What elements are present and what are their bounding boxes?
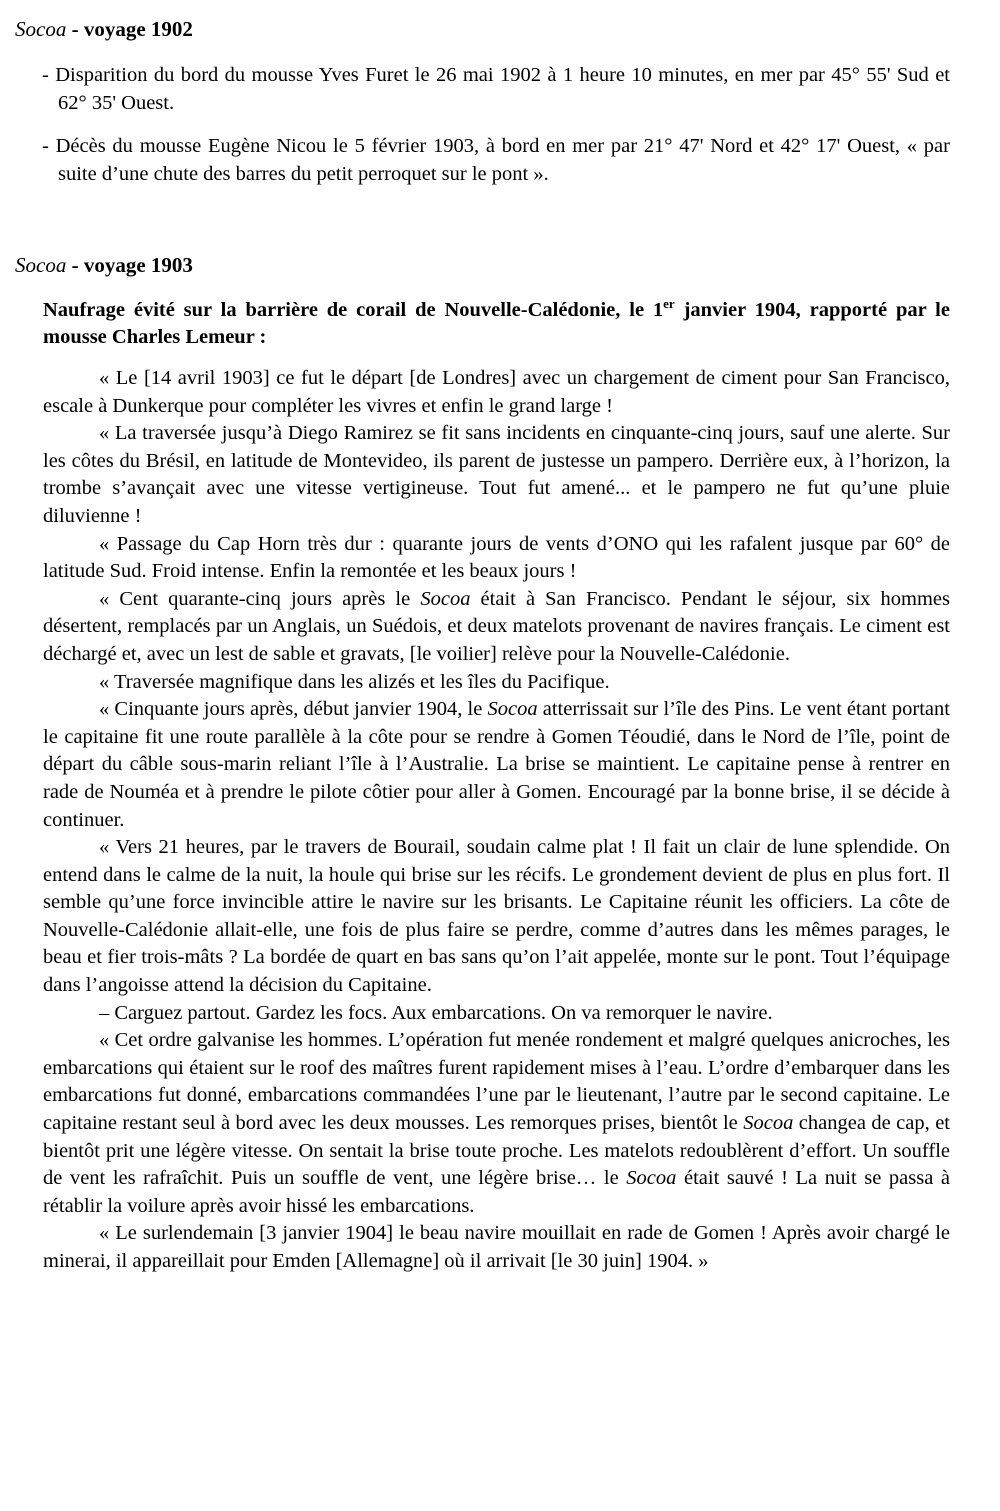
heading-text: - voyage 1902 [66, 17, 193, 41]
incident-list-1902 [42, 62, 950, 204]
heading-text: - voyage 1903 [66, 253, 193, 277]
story-paragraph: « Cinquante jours après, début janvier 1904, le Socoa atterrissait sur l’île des Pins. Le vent étant portant le capitaine fit une route parallèle à la côte pour se rendre à Gomen Téoudié, dans le Nord de l’île, point de départ du câble sous-marin reliant l’île à l’Australie. La brise se maintient. Le capitaine pense à rentrer en rade de Nouméa et à prendre le pilote côtier pour aller à Gomen. Encouragé par la bonne brise, il se décide à continuer. [43, 698, 950, 831]
ship-name: Socoa [15, 253, 67, 277]
story-body [43, 365, 950, 1276]
story-paragraph: « Cent quarante-cinq jours après le Socoa était à San Francisco. Pendant le séjour, six hommes désertent, remplacés par un Anglais, un Suédois, et deux matelots provenant de navires français. Le ciment est déchargé et, avec un lest de sable et gravats, [le voilier] relève pour la Nouvelle-Calédonie. [43, 587, 950, 665]
story-paragraph: « Le surlendemain [3 janvier 1904] le beau navire mouillait en rade de Gomen ! Après avoir chargé le minerai, il appareillait pour Emden [Allemagne] où il arrivait [le 30 juin] 1904. » [43, 1222, 950, 1272]
story-paragraph: « Cet ordre galvanise les hommes. L’opération fut menée rondement et malgré quelques anicroches, les embarcations qui étaient sur le roof des maîtres furent rapidement mises à l’eau. L’ordre d’embarquer dans les embarcations fut donné, embarcations commandées l’une par le lieutenant, l’autre par le second capitaine. Le capitaine restant seul à bord avec les deux mousses. Les remorques prises, bientôt le Socoa changea de cap, et bientôt prit une légère vitesse. On sentait la brise toute proche. Les matelots redoublèrent d’effort. Un souffle de vent les rafraîchit. Puis un souffle de vent, une légère brise… le Socoa était sauvé ! La nuit se passa à rétablir la voilure après avoir hissé les embarcations. [43, 1029, 950, 1217]
story-paragraph: « Passage du Cap Horn très dur : quarante jours de vents d’ONO qui les rafalent jusque par 60° de latitude Sud. Froid intense. Enfin la remontée et les beaux jours ! [43, 532, 950, 583]
story-paragraph: « La traversée jusqu’à Diego Ramirez se fit sans incidents en cinquante-cinq jours, sauf une alerte. Sur les côtes du Brésil, en latitude de Montevideo, ils parent de justesse un pampero. Derrière eux, à l’horizon, la trombe s’avançait avec une vitesse vertigineuse. Tout fut amené... et le pampero ne fut qu’une pluie diluvienne ! [43, 422, 950, 527]
ship-name: Socoa [15, 17, 67, 41]
ship-name: Socoa [420, 587, 471, 610]
section-heading-1902 [15, 16, 193, 44]
list-item: - Disparition du bord du mousse Yves Furet le 26 mai 1902 à 1 heure 10 minutes, en mer par 45° 55' Sud et 62° 35' Ouest. [42, 64, 950, 114]
ship-name: Socoa [743, 1112, 794, 1135]
list-item: - Décès du mousse Eugène Nicou le 5 février 1903, à bord en mer par 21° 47' Nord et 42° 17' Ouest, « par suite d’une chute des barres du petit perroquet sur le pont ». [42, 135, 950, 185]
ship-name: Socoa [626, 1167, 677, 1190]
story-paragraph: « Traversée magnifique dans les alizés et les îles du Pacifique. [99, 670, 610, 693]
ship-name: Socoa [487, 698, 538, 721]
section-heading-1903 [15, 252, 193, 280]
story-subtitle: Naufrage évité sur la barrière de corail de Nouvelle-Calédonie, le 1er janvier 1904, rapporté par le mousse Charles Lemeur : [43, 296, 950, 348]
story-paragraph: « Vers 21 heures, par le travers de Bourail, soudain calme plat ! Il fait un clair de lune splendide. On entend dans le calme de la nuit, la houle qui brise sur les récifs. Le grondement devient de plus en plus fort. Il semble qu’une force invincible attire le navire sur les brisants. Le Capitaine réunit les officiers. La côte de Nouvelle-Calédonie allait-elle, une fois de plus faire se perdre, comme d’autres dans les mêmes parages, le beau et fier trois-mâts ? La bordée de quart en bas sans qu’on l’ait appelée, monte sur le pont. Tout l’équipage dans l’angoisse attend la décision du Capitaine. [43, 836, 950, 997]
story-paragraph: – Carguez partout. Gardez les focs. Aux embarcations. On va remorquer le navire. [99, 1001, 773, 1024]
story-paragraph: « Le [14 avril 1903] ce fut le départ [de Londres] avec un chargement de ciment pour San Francisco, escale à Dunkerque pour compléter les vivres et enfin le grand large ! [43, 367, 950, 417]
